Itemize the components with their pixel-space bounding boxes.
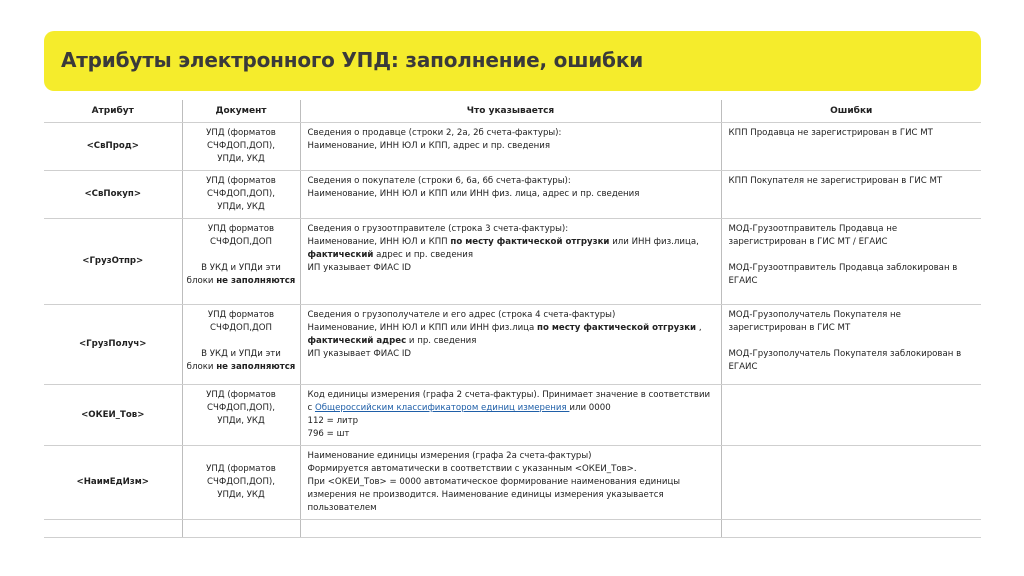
description-line: Наименование, ИНН ЮЛ и КПП или ИНН физ.лица по месту фактической отгрузки , фактический адрес и пр. сведения xyxy=(307,323,702,346)
attribute-cell: <ГрузПолуч> xyxy=(44,305,182,385)
attributes-table xyxy=(44,100,981,538)
attribute-cell: <ГрузОтпр> xyxy=(44,219,182,305)
error-text: МОД-Грузополучатель Покупателя не зарегистрирован в ГИС МТ xyxy=(728,310,901,333)
document-cell xyxy=(182,446,300,520)
doc-line: УПДи, УКД xyxy=(217,202,265,212)
error-text: МОД-Грузополучатель Покупателя заблокирован в ЕГАИС xyxy=(728,349,962,372)
table-row-empty xyxy=(44,520,981,538)
doc-note: В УКД и УПДи эти блоки не заполняются xyxy=(186,263,296,286)
description-line: Наименование единицы измерения (графа 2а счета-фактуры) xyxy=(307,451,592,461)
doc-line: СЧФДОП,ДОП), xyxy=(207,403,275,413)
attribute-cell: <ОКЕИ_Тов> xyxy=(44,385,182,446)
description-cell xyxy=(300,171,721,219)
description-line: 796 = шт xyxy=(307,429,350,439)
error-text: КПП Продавца не зарегистрирован в ГИС МТ xyxy=(728,128,933,138)
table-row xyxy=(44,123,981,171)
table-row xyxy=(44,219,981,305)
doc-line: СЧФДОП,ДОП), xyxy=(207,141,275,151)
error-text: КПП Покупателя не зарегистрирован в ГИС МТ xyxy=(728,176,943,186)
description-line: Сведения о грузоотправителе (строка 3 счета-фактуры): xyxy=(307,224,569,234)
description-line: 112 = литр xyxy=(307,416,359,426)
attribute-cell: <СвПокуп> xyxy=(44,171,182,219)
column-header: Что указывается xyxy=(300,100,721,123)
document-cell xyxy=(182,171,300,219)
doc-line: СЧФДОП,ДОП xyxy=(210,323,272,333)
description-line: Код единицы измерения (графа 2 счета-фактуры). Принимает значение в соответствии с Общероссийским классификатором единиц измерения или 0000 xyxy=(307,390,711,413)
doc-line: УПД (форматов xyxy=(206,390,276,400)
table-row xyxy=(44,305,981,385)
table-row xyxy=(44,171,981,219)
attribute-cell: <НаимЕдИзм> xyxy=(44,446,182,520)
doc-line: СЧФДОП,ДОП), xyxy=(207,477,275,487)
doc-line: СЧФДОП,ДОП), xyxy=(207,189,275,199)
doc-line: СЧФДОП,ДОП xyxy=(210,237,272,247)
errors-cell xyxy=(721,171,981,219)
column-header: Атрибут xyxy=(44,100,182,123)
description-line: Сведения о продавце (строки 2, 2а, 2б счета-фактуры): xyxy=(307,128,562,138)
error-text: МОД-Грузоотправитель Продавца заблокирован в ЕГАИС xyxy=(728,263,958,286)
doc-line: УПДи, УКД xyxy=(217,490,265,500)
description-line: ИП указывает ФИАС ID xyxy=(307,349,411,359)
table-row xyxy=(44,385,981,446)
description-line: При <ОКЕИ_Тов> = 0000 автоматическое формирование наименования единицы измерения не производится. Наименование единицы измерения указывается пользователем xyxy=(307,477,681,513)
doc-line: УПД (форматов xyxy=(206,128,276,138)
description-line: Сведения о грузополучателе и его адрес (строка 4 счета-фактуры) xyxy=(307,310,616,320)
doc-line: УПД (форматов xyxy=(206,464,276,474)
description-cell xyxy=(300,305,721,385)
errors-cell xyxy=(721,305,981,385)
description-line: Формируется автоматически в соответствии с указанным <ОКЕИ_Тов>. xyxy=(307,464,637,474)
document-cell xyxy=(182,123,300,171)
doc-note: В УКД и УПДи эти блоки не заполняются xyxy=(186,349,296,372)
description-cell xyxy=(300,123,721,171)
description-cell xyxy=(300,219,721,305)
table-row xyxy=(44,446,981,520)
page-title: Атрибуты электронного УПД: заполнение, ошибки xyxy=(61,48,644,72)
description-line: ИП указывает ФИАС ID xyxy=(307,263,411,273)
column-header: Ошибки xyxy=(721,100,981,123)
document-cell xyxy=(182,305,300,385)
errors-cell xyxy=(721,123,981,171)
description-line: Наименование, ИНН ЮЛ и КПП по месту фактической отгрузки или ИНН физ.лица, фактический адрес и пр. сведения xyxy=(307,237,699,260)
description-cell xyxy=(300,446,721,520)
doc-line: УПДи, УКД xyxy=(217,154,265,164)
description-line: Сведения о покупателе (строки 6, 6а, 6б счета-фактуры): xyxy=(307,176,571,186)
okei-classifier-link[interactable]: Общероссийским классификатором единиц измерения xyxy=(314,403,570,413)
doc-line: УПД (форматов xyxy=(206,176,276,186)
doc-line: УПД форматов xyxy=(207,224,275,234)
table-header xyxy=(44,100,981,123)
column-header: Документ xyxy=(182,100,300,123)
attribute-cell: <СвПрод> xyxy=(44,123,182,171)
error-text: МОД-Грузоотправитель Продавца не зарегистрирован в ГИС МТ / ЕГАИС xyxy=(728,224,898,247)
doc-line: УПДи, УКД xyxy=(217,416,265,426)
description-line: Наименование, ИНН ЮЛ и КПП или ИНН физ. лица, адрес и пр. сведения xyxy=(307,189,640,199)
title-banner xyxy=(44,31,981,91)
errors-cell xyxy=(721,219,981,305)
description-cell xyxy=(300,385,721,446)
document-cell xyxy=(182,385,300,446)
errors-cell xyxy=(721,446,981,520)
document-cell xyxy=(182,219,300,305)
description-line: Наименование, ИНН ЮЛ и КПП, адрес и пр. сведения xyxy=(307,141,551,151)
errors-cell xyxy=(721,385,981,446)
doc-line: УПД форматов xyxy=(207,310,275,320)
